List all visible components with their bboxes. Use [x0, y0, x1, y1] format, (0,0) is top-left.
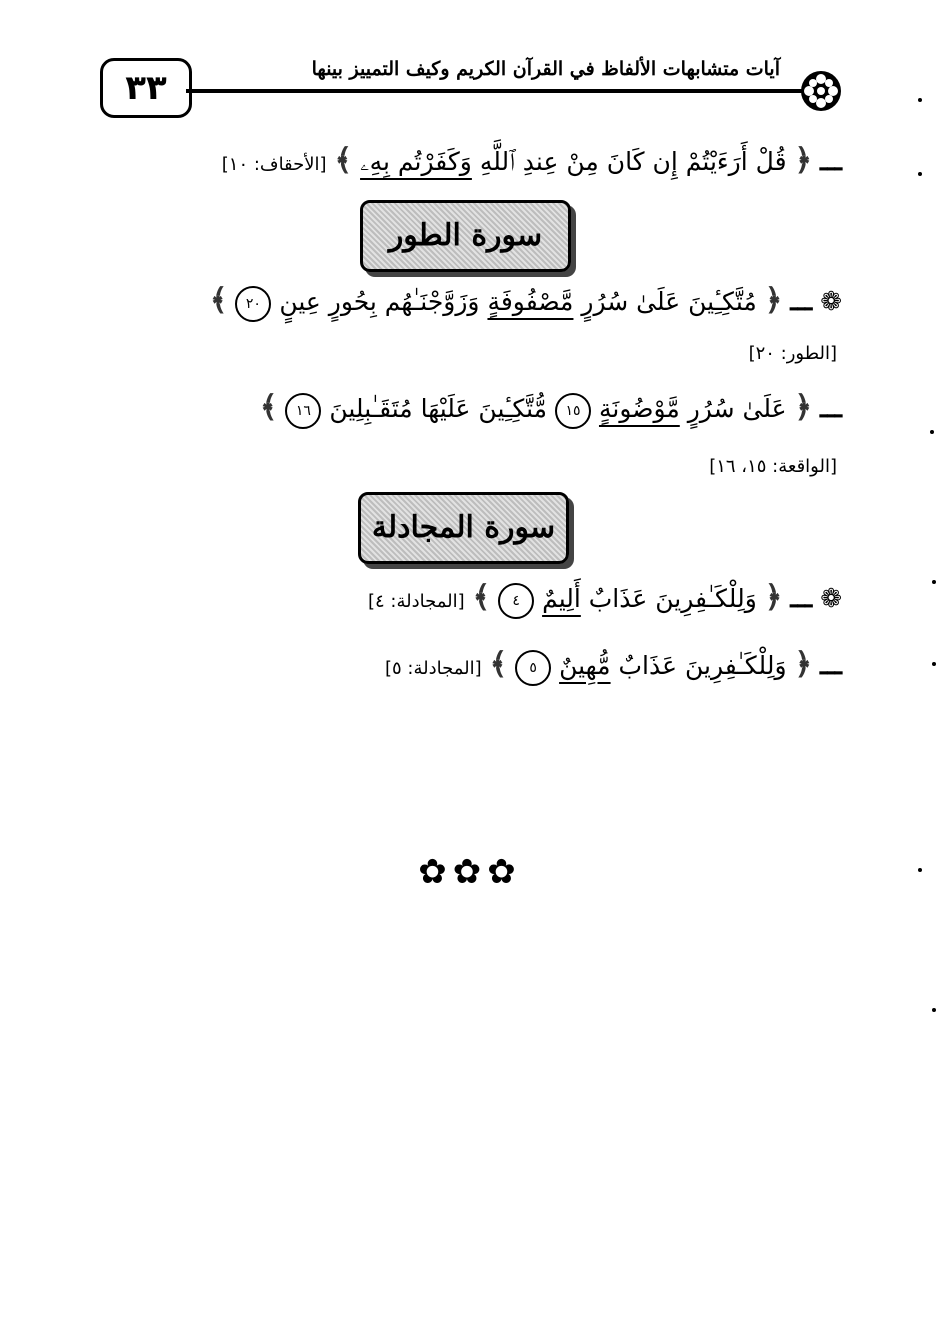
scan-speck	[918, 172, 922, 176]
scan-speck	[918, 98, 922, 102]
aya-number-marker: ٤	[498, 583, 534, 619]
scan-speck	[932, 1008, 936, 1012]
open-bracket: ﴿	[794, 143, 813, 178]
dash-marker: ـــ	[790, 287, 813, 316]
verse-underlined-word: مَّوْضُونَةٍ	[598, 394, 680, 423]
scan-speck	[932, 580, 936, 584]
verse-text: وَلِلْكَـٰفِرِينَ عَذَابٌ	[580, 584, 757, 613]
scan-speck	[930, 430, 934, 434]
verse-underlined-word: مُّهِينٌ	[559, 651, 611, 680]
surah-header-mujadila: سورة المجادلة	[358, 492, 569, 564]
verse-underlined-word: مَّصْفُوفَةٍ	[487, 287, 574, 316]
verse-text-cont: مُّتَّكِـِٔينَ عَلَيْهَا مُتَقَـٰبِلِينَ	[329, 394, 548, 423]
verse-underlined-word: أَلِيمٌ	[542, 584, 581, 613]
aya-number-marker: ٥	[515, 650, 551, 686]
dash-marker: ـــ	[820, 147, 842, 176]
close-bracket: ﴾	[472, 580, 491, 615]
dash-marker: ـــ	[820, 651, 842, 680]
header-rule	[186, 89, 806, 93]
rosette-icon	[798, 68, 844, 114]
open-bracket: ﴿	[764, 580, 783, 615]
verse-citation: [المجادلة: ٤]	[367, 591, 465, 612]
end-ornament-stars: ✿✿✿	[418, 852, 522, 892]
scan-speck	[932, 662, 936, 666]
verse-citation: [الواقعة: ١٥، ١٦]	[709, 456, 837, 477]
close-bracket: ﴾	[489, 647, 508, 682]
open-bracket: ﴿	[764, 283, 783, 318]
verse-text: قُلْ أَرَءَيْتُمْ إِن كَانَ مِنْ عِندِ ٱللَّهِ	[471, 147, 787, 176]
verse-citation: [الطور: ٢٠]	[748, 343, 837, 364]
page-number: ٣٣	[100, 58, 192, 118]
close-bracket: ﴾	[209, 283, 228, 318]
verse-text: مُتَّكِـِٔينَ عَلَىٰ سُرُرٍ	[573, 287, 757, 316]
verse-line-tur	[182, 283, 842, 322]
open-bracket: ﴿	[794, 647, 813, 682]
aya-number-marker: ١٥	[555, 393, 591, 429]
verse-line-waqia	[202, 390, 842, 429]
open-bracket: ﴿	[794, 390, 813, 425]
verse-line-ahqaf	[142, 143, 842, 178]
close-bracket: ﴾	[259, 390, 278, 425]
aya-number-marker: ٢٠	[235, 286, 271, 322]
close-bracket: ﴾	[334, 143, 353, 178]
page-header-title: آيات متشابهات الألفاظ في القرآن الكريم وكيف التمييز بينها	[311, 58, 780, 80]
verse-text: وَلِلْكَـٰفِرِينَ عَذَابٌ	[610, 651, 787, 680]
verse-line-mujadila-4	[242, 580, 842, 619]
verse-text: عَلَىٰ سُرُرٍ	[679, 394, 787, 423]
dash-marker: ـــ	[820, 394, 842, 423]
dash-marker: ـــ	[790, 584, 813, 613]
flower-icon: ❁	[820, 287, 842, 317]
verse-line-mujadila-5	[242, 647, 842, 686]
verse-citation: [المجادلة: ٥]	[384, 658, 482, 679]
flower-icon: ❁	[820, 584, 842, 614]
verse-text-cont: وَزَوَّجْنَـٰهُم بِحُورٍ عِينٍ	[279, 287, 488, 316]
verse-underlined-word: وَكَفَرْتُم بِهِۦ	[360, 147, 472, 176]
surah-header-tur: سورة الطور	[360, 200, 571, 272]
aya-number-marker: ١٦	[285, 393, 321, 429]
verse-citation: [الأحقاف: ١٠]	[221, 154, 327, 175]
scan-speck	[918, 868, 922, 872]
